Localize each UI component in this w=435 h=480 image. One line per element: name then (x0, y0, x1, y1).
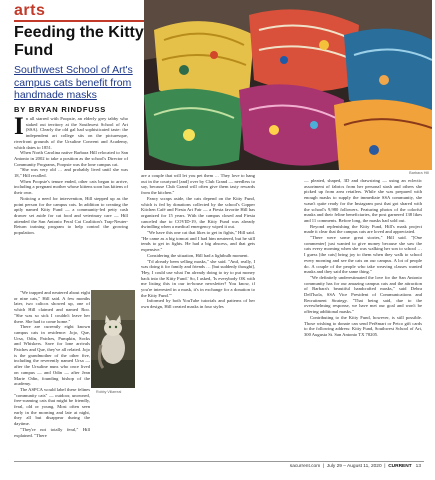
footer-dates: July 29 – August 11, 2020 (326, 464, 382, 469)
paragraph: "We have this one cat that likes to get in fights," Hill said. "He came as a big tomcat and I had him neutered, but he still tends to get in fights. He had a big abscess, and that gets expensive." (141, 230, 255, 253)
footer-rule (14, 461, 424, 462)
paragraph: are a couple that will let you pet them … They love to hang out in the courtyard [and] over by Club Grand — needless to say, because Club Grand will often give them tasty rewards from the kitchen." (141, 173, 255, 196)
paragraph: Contributing to the Kitty Fund, however, is still possible. Those wishing to donate can send PetSmart or Petco gift cards to the following address: Kitty Fund, Southwest School of Art, 300 Augusta St. San Antonio TX 78205. (304, 314, 422, 337)
paragraph: When North Carolina native Barbara Hill relocated to San Antonio in 2002 to take a position as the school's Director of Community Programs, Poopsie was the lone campus cat. (14, 150, 128, 167)
article-headline: Feeding the Kitty Fund (14, 24, 144, 59)
paragraph: There are currently eight known campus cats in residence: Jojo, Que, Ursa, Odin, Patches, Pumpkin, Socks and Whiskers. Save for lone arrivals Patches and Que, they've all related. Jojo is the grandmother of the other five, including the reverently named Ursa — after the Ursuline nuns who once lived on campus — and Odin — after Jean Marie Odin, founding bishop of the academy. (14, 324, 90, 387)
cat-photo-credit: Robby Villarreal (96, 390, 122, 394)
footer-paper: CURRENT (388, 464, 412, 469)
paragraph: Noticing a need for intervention, Hill stepped up as the point person for the campus cats. In addition to creating the aptly named Kitty Fund — a community-led petty cash drawer set aside for cat food and veterinary care — Hill attended the San Antonio Feral Cat Coalition's Trap-Neuter-Return training program to help control the growing population. (14, 195, 128, 236)
cat-illustration (91, 290, 135, 388)
paragraph: "They're not totally feral," Hill explained. "There (14, 426, 90, 438)
byline: BY BRYAN RINDFUSS (14, 105, 107, 114)
paragraph: When Poopsie's tenure ended, other cats began to arrive, including a pregnant mother whose kittens soon has kittens of their own. (14, 178, 128, 196)
masks-photo (144, 0, 432, 170)
article-column-1 (14, 113, 128, 236)
paragraph: Beyond replenishing the Kitty Fund, Hill's mask project made it clear that the campus cats are loved and appreciated. (304, 223, 422, 235)
footer-site: sacurrent.com (289, 464, 321, 469)
article-column-1-continued (14, 290, 90, 438)
article-deck: Southwest School of Art's campus cats benefit from handmade masks (14, 64, 133, 101)
masks-illustration (144, 0, 432, 170)
paragraph: Considering the situation, Hill had a lightbulb moment. (147, 252, 249, 258)
section-rule (14, 20, 154, 22)
paragraph: "There were some great stories," Hill said. "[One commenter] just wanted to give money because she saw the cats every morning when she was walking her son to school … I guess [the cats] bring joy to them when they walk to school every morning and see the cats on our campus. A lot of people do. A couple of the people who take weaving classes wanted masks and they said the same thing." (304, 235, 422, 275)
paragraph: The ASPCA would label these felines "community cats" — outdoor, unowned, free-roaming cats that might be friendly, feral, old or young. Most often seen early in the morning and late at night, they all but disappear during the daytime. (14, 386, 90, 427)
paragraph: — pleated, shaped, 3D and drawstring — using an eclectic assortment of fabrics from her personal stash and others she picked up from area retailers. While she was prepared with enough masks to supply the immediate SSA community, she wasn't quite ready for the Instagram post that got shared with the school's 9,980 followers. Featuring photos of the colorful masks and their feline beneficiaries, the post garnered 138 likes and 11 comments. Before long, the masks had sold out. (304, 178, 422, 223)
cat-photo (91, 290, 135, 388)
drop-cap: I (14, 113, 24, 140)
paragraph: "We definitely underestimated the love for the San Antonio community has for our amazing campus cats and the attraction of Barbara's beautiful handcrafted masks," said Debra Dell'Isola, SSA Vice President of Communications and Recruitment Strategy. "That being said, due to the overwhelming response, we have met our goal and won't be offering additional masks." (304, 274, 422, 315)
paragraph: "She was very old … and probably lived until she was 18," Hill recalled. (14, 167, 128, 179)
paragraph: Informed by both YouTube tutorials and patterns of her own design, Hill created masks in four styles (141, 298, 255, 310)
paragraph: "We trapped and neutered about eight or nine cats," Hill said. A few months later, two calicos showed up, one of which Hill claimed and named Roo. "She was so sick I couldn't leave her there. She had to come home." (14, 290, 90, 324)
section-label: arts (14, 2, 46, 19)
paragraph: n all starred with Poopsie, an elderly grey tabby who staked out territory at the Southwest School of Art (SSA). Clearly the old gal had sophisticated taste: the independent art college sits on the picturesque, riverfront grounds of the Ursuline Convent and Academy, which dates to 1851. (14, 116, 128, 150)
page-footer: sacurrent.com | July 29 – August 11, 2020 | CURRENT 13 (289, 464, 421, 469)
page-number: 13 (415, 464, 421, 469)
paragraph: "I'd already been selling masks," she said. "And, really, I was doing it for family and friends … [but suddenly thought], 'Hey, I could use what I'm already doing to try to put money back into the Kitty Fund.' So, I asked, 'Is everybody OK with me listing this in our in-house newsletter? You know, if you're interested in a mask, it's in exchange for a donation to the Kitty Fund.'" (141, 258, 255, 298)
article-column-2 (141, 173, 255, 310)
masks-photo-credit: Barbara Hill (409, 171, 429, 175)
paragraph: Fancy scraps aside, the cats depend on the Kitty Fund, which is fed by donations collected by the school's Copper Kitchen Café and Fiesta Art Fair — a Fiesta favorite Hill has organized for 15 years. With the campus closed and Fiesta canceled due to COVID-19, the Kitty Fund was already dwindling when a medical emergency wiped it out. (141, 195, 255, 230)
article-column-3 (304, 178, 422, 338)
